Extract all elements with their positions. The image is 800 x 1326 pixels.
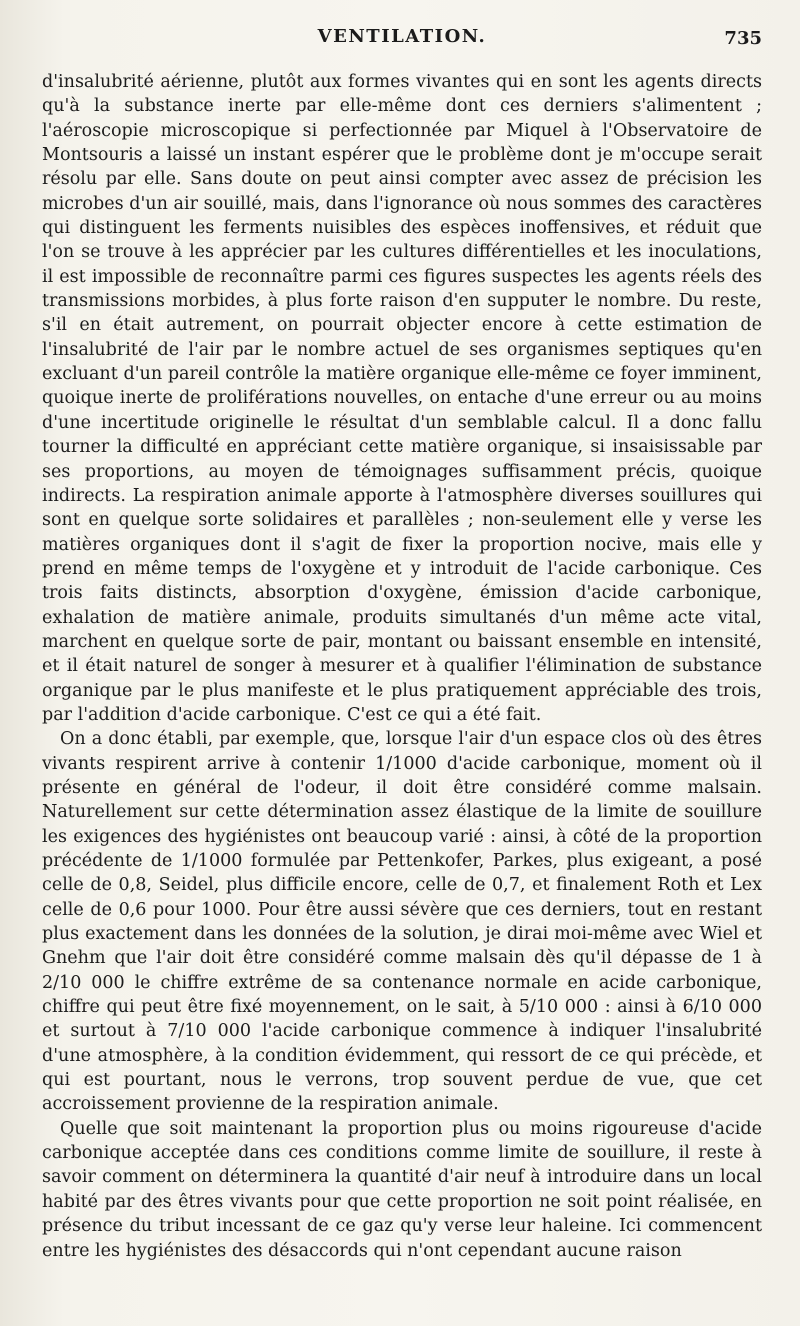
running-header <box>42 18 762 54</box>
main-text <box>42 70 762 1263</box>
page-number: 735 <box>724 28 762 49</box>
running-title: VENTILATION. <box>317 26 487 47</box>
paragraph: On a donc établi, par exemple, que, lorsque l'air d'un espace clos où des êtres vivants respirent arrive à contenir 1/1000 d'acide carbonique, moment où il présente en général de l'odeur, il doit être considéré comme malsain. Naturellement sur cette détermination assez élastique de la limite de souillure les exigences des hygiénistes ont beaucoup varié : ainsi, à côté de la proportion précédente de 1/1000 formulée par Pettenkofer, Parkes, plus exigeant, a posé celle de 0,8, Seidel, plus difficile encore, celle de 0,7, et finalement Roth et Lex celle de 0,6 pour 1000. Pour être aussi sévère que ces derniers, tout en restant plus exactement dans les données de la solution, je dirai moi-même avec Wiel et Gnehm que l'air doit être considéré comme malsain dès qu'il dépasse de 1 à 2/10 000 le chiffre extrême de sa contenance normale en acide carbonique, chiffre qui peut être fixé moyennement, on le sait, à 5/10 000 : ainsi à 6/10 000 et surtout à 7/10 000 l'acide carbonique commence à indiquer l'insalubrité d'une atmosphère, à la condition évidemment, qui ressort de ce qui précède, et qui est pourtant, nous le verrons, trop souvent perdue de vue, que cet accroissement provienne de la respiration animale. <box>42 729 762 1115</box>
paragraph: Quelle que soit maintenant la proportion plus ou moins rigoureuse d'acide carbonique acceptée dans ces conditions comme limite de souillure, il reste à savoir comment on déterminera la quantité d'air neuf à introduire dans un local habité par des êtres vivants pour que cette proportion ne soit point réalisée, en présence du tribut incessant de ce gaz qu'y verse leur haleine. Ici commencent entre les hygiénistes des désaccords qui n'ont cependant aucune raison <box>42 1118 762 1261</box>
paragraph-continued: d'insalubrité aérienne, plutôt aux formes vivantes qui en sont les agents directs qu'à la substance inerte par elle-même dont ces derniers s'alimentent ; l'aéroscopie microscopique si perfectionnée par Miquel à l'Observatoire de Montsouris a laissé un instant espérer que le problème dont je m'occupe serait résolu par elle. Sans doute on peut ainsi compter avec assez de précision les microbes d'un air souillé, mais, dans l'ignorance où nous sommes des caractères qui distinguent les ferments nuisibles des espèces inoffensives, et réduit que l'on se trouve à les apprécier par les cultures différentielles et les inoculations, il est impossible de reconnaître parmi ces figures suspectes les agents réels des transmissions morbides, à plus forte raison d'en supputer le nombre. Du reste, s'il en était autrement, on pourrait objecter encore à cette estimation de l'insalubrité de l'air par le nombre actuel de ses organismes septiques qu'en excluant d'un pareil contrôle la matière organique elle-même ce foyer imminent, quoique inerte de proliférations nouvelles, on entache d'une erreur ou au moins d'une incertitude originelle le résultat d'un semblable calcul. Il a donc fallu tourner la difficulté en appréciant cette matière organique, si insaisissable par ses proportions, au moyen de témoignages suffisamment précis, quoique indirects. La respiration animale apporte à l'atmosphère diverses souillures qui sont en quelque sorte solidaires et parallèles ; non-seulement elle y verse les matières organiques dont il s'agit de fixer la proportion nocive, mais elle y prend en même temps de l'oxygène et y introduit de l'acide carbonique. Ces trois faits distincts, absorption d'oxygène, émission d'acide carbonique, exhalation de matière animale, produits simultanés d'un même acte vital, marchent en quelque sorte de pair, montant ou baissant ensemble en intensité, et il était naturel de songer à mesurer et à qualifier l'élimination de substance organique par le plus manifeste et le plus pratiquement appréciable des trois, par l'addition d'acide carbonique. C'est ce qui a été fait. <box>42 72 762 725</box>
